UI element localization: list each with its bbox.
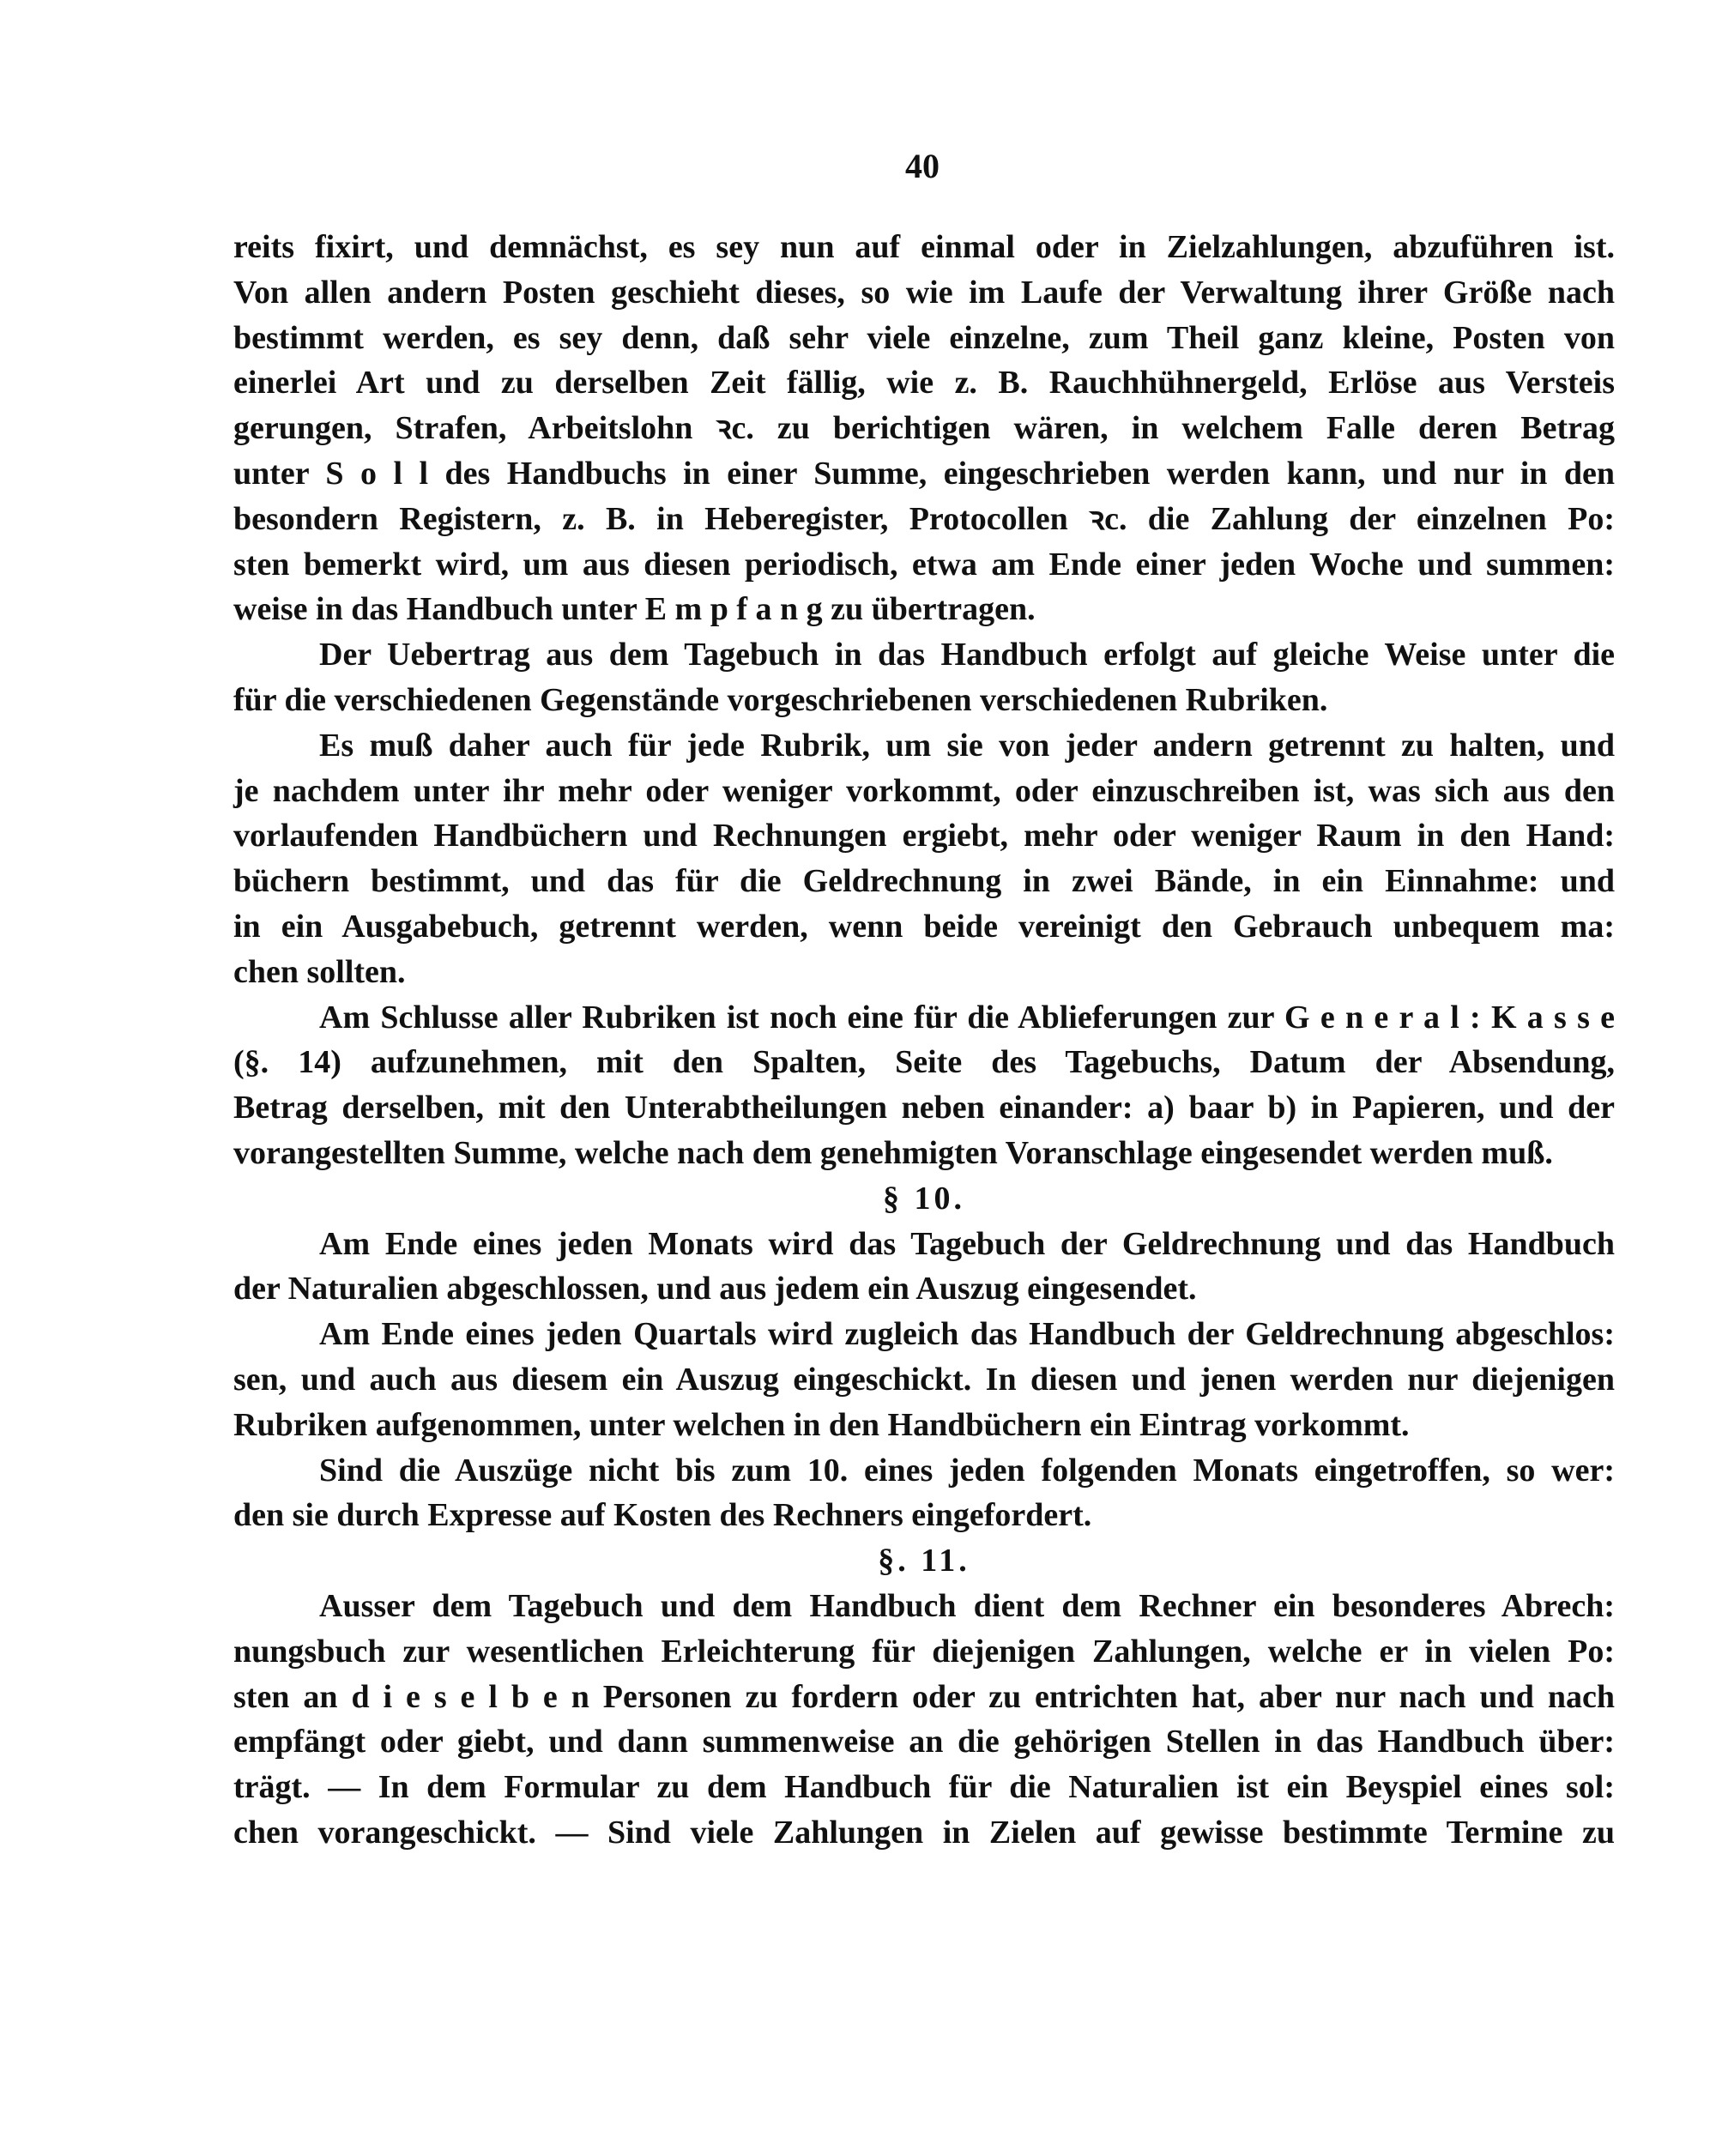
text-line: Am Ende eines jeden Quartals wird zugleich das Handbuch der Geldrechnung abgeschlos: [319,1316,1615,1353]
text-line: Es muß daher auch für jede Rubrik, um sie von jeder andern getrennt zu halten, und [319,727,1615,764]
text-line: Sind die Auszüge nicht bis zum 10. eines jeden folgenden Monats eingetroffen, so wer: [319,1452,1615,1489]
text-line: besondern Registern, z. B. in Heberegister, Protocollen ꝛc. die Zahlung der einzelnen Po: [233,500,1615,537]
paragraph [233,1312,1615,1447]
text-line: in ein Ausgabebuch, getrennt werden, wenn beide vereinigt den Gebrauch unbequem ma: [233,908,1615,945]
text-line: Betrag derselben, mit den Unterabtheilungen neben einander: a) baar b) in Papieren, und der [233,1090,1615,1126]
text-line: Am Ende eines jeden Monats wird das Tagebuch der Geldrechnung und das Handbuch [319,1225,1615,1262]
text-line: chen sollten. [233,953,406,990]
text-line: büchern bestimmt, und das für die Geldrechnung in zwei Bände, in ein Einnahme: und [233,863,1615,900]
text-line: je nachdem unter ihr mehr oder weniger vorkommt, oder einzuschreiben ist, was sich aus den [233,772,1615,809]
text-line: vorlaufenden Handbüchern und Rechnungen ergiebt, mehr oder weniger Raum in den Hand: [233,818,1615,855]
text-line: empfängt oder giebt, und dann summenweise an die gehörigen Stellen in das Handbuch über: [233,1724,1615,1760]
text-line: Ausser dem Tagebuch und dem Handbuch dient dem Rechner ein besonderes Abrech: [319,1587,1615,1624]
text-line: Der Uebertrag aus dem Tagebuch in das Handbuch erfolgt auf gleiche Weise unter die [319,637,1615,673]
paragraph [233,723,1615,995]
paragraph [233,632,1615,723]
paragraph [233,225,1615,632]
text-line: für die verschiedenen Gegenstände vorgeschriebenen verschiedenen Rubriken. [233,681,1328,718]
text-line: weise in das Handbuch unter E m p f a n g zu übertragen. [233,591,1036,628]
text-line: chen vorangeschickt. — Sind viele Zahlungen in Zielen auf gewisse bestimmte Termine zu [233,1814,1615,1851]
paragraph [233,1448,1615,1539]
text-line: Rubriken aufgenommen, unter welchen in den Handbüchern ein Eintrag vorkommt. [233,1406,1410,1443]
paragraph [233,995,1615,1176]
text-line: der Naturalien abgeschlossen, und aus jedem ein Auszug eingesendet. [233,1271,1197,1307]
page-number: 40 [905,147,940,185]
text-line: nungsbuch zur wesentlichen Erleichterung für diejenigen Zahlungen, welche er in vielen Po: [233,1633,1615,1670]
text-line: vorangestellten Summe, welche nach dem genehmigten Voranschlage eingesendet werden muß. [233,1134,1553,1171]
text-line: trägt. — In dem Formular zu dem Handbuch für die Naturalien ist ein Beyspiel eines sol: [233,1769,1615,1806]
text-line: sten bemerkt wird, um aus diesen periodisch, etwa am Ende einer jeden Woche und summen: [233,546,1615,583]
paragraph [233,1584,1615,1856]
paragraph [233,1222,1615,1313]
text-line: Von allen andern Posten geschieht dieses, so wie im Laufe der Verwaltung ihrer Größe nach [233,274,1615,311]
text-line: sten an d i e s e l b e n Personen zu fordern oder zu entrichten hat, aber nur nach und nach [233,1678,1615,1715]
text-line: Am Schlusse aller Rubriken ist noch eine für die Ablieferungen zur G e n e r a l : K a s s e [319,999,1615,1036]
text-line: (§. 14) aufzunehmen, mit den Spalten, Seite des Tagebuchs, Datum der Absendung, [233,1044,1615,1081]
text-line: unter S o l l des Handbuchs in einer Summe, eingeschrieben werden kann, und nur in den [233,455,1615,492]
body-text [233,225,1615,1856]
text-line: den sie durch Expresse auf Kosten des Rechners eingefordert. [233,1497,1092,1534]
text-line: sen, und auch aus diesem ein Auszug eingeschickt. In diesen und jenen werden nur diejenigen [233,1361,1615,1398]
section-heading: § 10. [883,1180,965,1217]
text-line: reits fixirt, und demnächst, es sey nun auf einmal oder in Zielzahlungen, abzuführen ist. [233,229,1615,265]
text-line: gerungen, Strafen, Arbeitslohn ꝛc. zu berichtigen wären, in welchem Falle deren Betrag [233,410,1615,447]
text-line: einerlei Art und zu derselben Zeit fällig, wie z. B. Rauchhühnergeld, Erlöse aus Versteis [233,365,1615,402]
section-heading: §. 11. [878,1543,970,1579]
text-line: bestimmt werden, es sey denn, daß sehr viele einzelne, zum Theil ganz kleine, Posten von [233,319,1615,356]
